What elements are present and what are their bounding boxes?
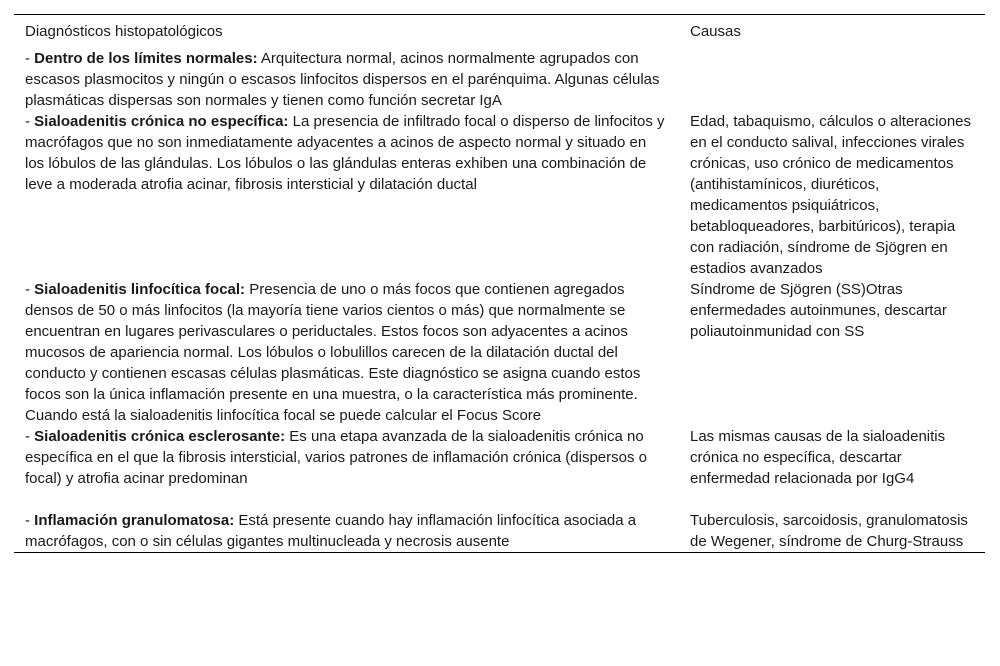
causes-cell: Tuberculosis, sarcoidosis, granulomatosis de Wegener, síndrome de Churg-Strauss xyxy=(690,512,968,550)
causes-cell: Edad, tabaquismo, cálculos o alteraciones en el conducto salival, infecciones virales crónicas, uso crónico de medicamentos (antihistamínicos, diuréticos, medicamentos psiquiátricos, betabloqueadores, barbitúricos), terapia con radiación, síndrome de Sjögren en estadios avanzados xyxy=(690,113,972,277)
diagnosis-cell xyxy=(14,510,679,553)
histopathology-table xyxy=(14,14,985,553)
diagnosis-description: Presencia de uno o más focos que contienen agregados densos de 50 o más linfocitos (la mayoría tiene varios cientos o más) que normalmente se encuentran en lugares perivasculares o periductales. Estos focos son adyacentes a acinos mucosos de apariencia normal. Los lóbulos o lobulillos carecen de la dilatación ductal del conducto y contienen escasas células plasmáticas. Este diagnóstico se asigna cuando estos focos son la única inflamación presente en una muestra, o la característica más prominente. Cuando está la sialoadenitis linfocítica focal se puede calcular el Focus Score xyxy=(25,281,641,424)
row-prefix: - xyxy=(25,281,35,298)
causes-cell: Las mismas causas de la sialoadenitis crónica no específica, descartar enfermedad relacionada por IgG4 xyxy=(690,428,946,487)
row-prefix: - xyxy=(25,50,35,67)
table-row xyxy=(14,426,985,510)
causes-cell xyxy=(679,48,985,111)
histopathology-table-container xyxy=(14,14,985,553)
header-diagnosis: Diagnósticos histopatológicos xyxy=(25,23,223,40)
diagnosis-description: La presencia de infiltrado focal o disperso de linfocitos y macrófagos que no son inmediatamente adyacentes a acinos de aspecto normal y situado en los lóbulos de las glándulas. Los lóbulos o las glándulas enteras exhiben una combinación de leve a moderada atrofia acinar, fibrosis intersticial y dilatación ductal xyxy=(25,113,665,193)
diagnosis-term: Dentro de los límites normales: xyxy=(34,50,258,67)
diagnosis-description: Arquitectura normal, acinos normalmente agrupados con escasos plasmocitos y ningún o escasos linfocitos dispersos en el parénquima. Algunas células plasmáticas dispersas son normales y tienen como función secretar IgA xyxy=(25,50,660,109)
diagnosis-cell xyxy=(14,48,679,111)
causes-cell: Síndrome de Sjögren (SS)Otras enfermedades autoinmunes, descartar poliautoinmunidad con SS xyxy=(690,281,947,340)
header-causes: Causas xyxy=(690,23,741,40)
table-row xyxy=(14,279,985,426)
diagnosis-description: Está presente cuando hay inflamación linfocítica asociada a macrófagos, con o sin células gigantes multinucleada y necrosis ausente xyxy=(25,512,637,550)
header-row xyxy=(14,15,985,49)
table-body xyxy=(14,48,985,553)
row-prefix: - xyxy=(25,512,35,529)
row-prefix: - xyxy=(25,113,35,130)
diagnosis-cell xyxy=(14,111,679,279)
diagnosis-cell xyxy=(14,279,679,426)
diagnosis-cell xyxy=(14,426,679,510)
diagnosis-term: Sialoadenitis crónica esclerosante: xyxy=(34,428,286,445)
table-row xyxy=(14,48,985,111)
table-row xyxy=(14,510,985,553)
diagnosis-term: Inflamación granulomatosa: xyxy=(34,512,235,529)
table-row xyxy=(14,111,985,279)
diagnosis-term: Sialoadenitis linfocítica focal: xyxy=(34,281,246,298)
diagnosis-term: Sialoadenitis crónica no específica: xyxy=(34,113,289,130)
table-header xyxy=(14,15,985,49)
row-prefix: - xyxy=(25,428,35,445)
diagnosis-description: Es una etapa avanzada de la sialoadenitis crónica no específica en el que la fibrosis intersticial, varios patrones de inflamación crónica (dispersos o focal) y atrofia acinar predominan xyxy=(25,428,647,487)
